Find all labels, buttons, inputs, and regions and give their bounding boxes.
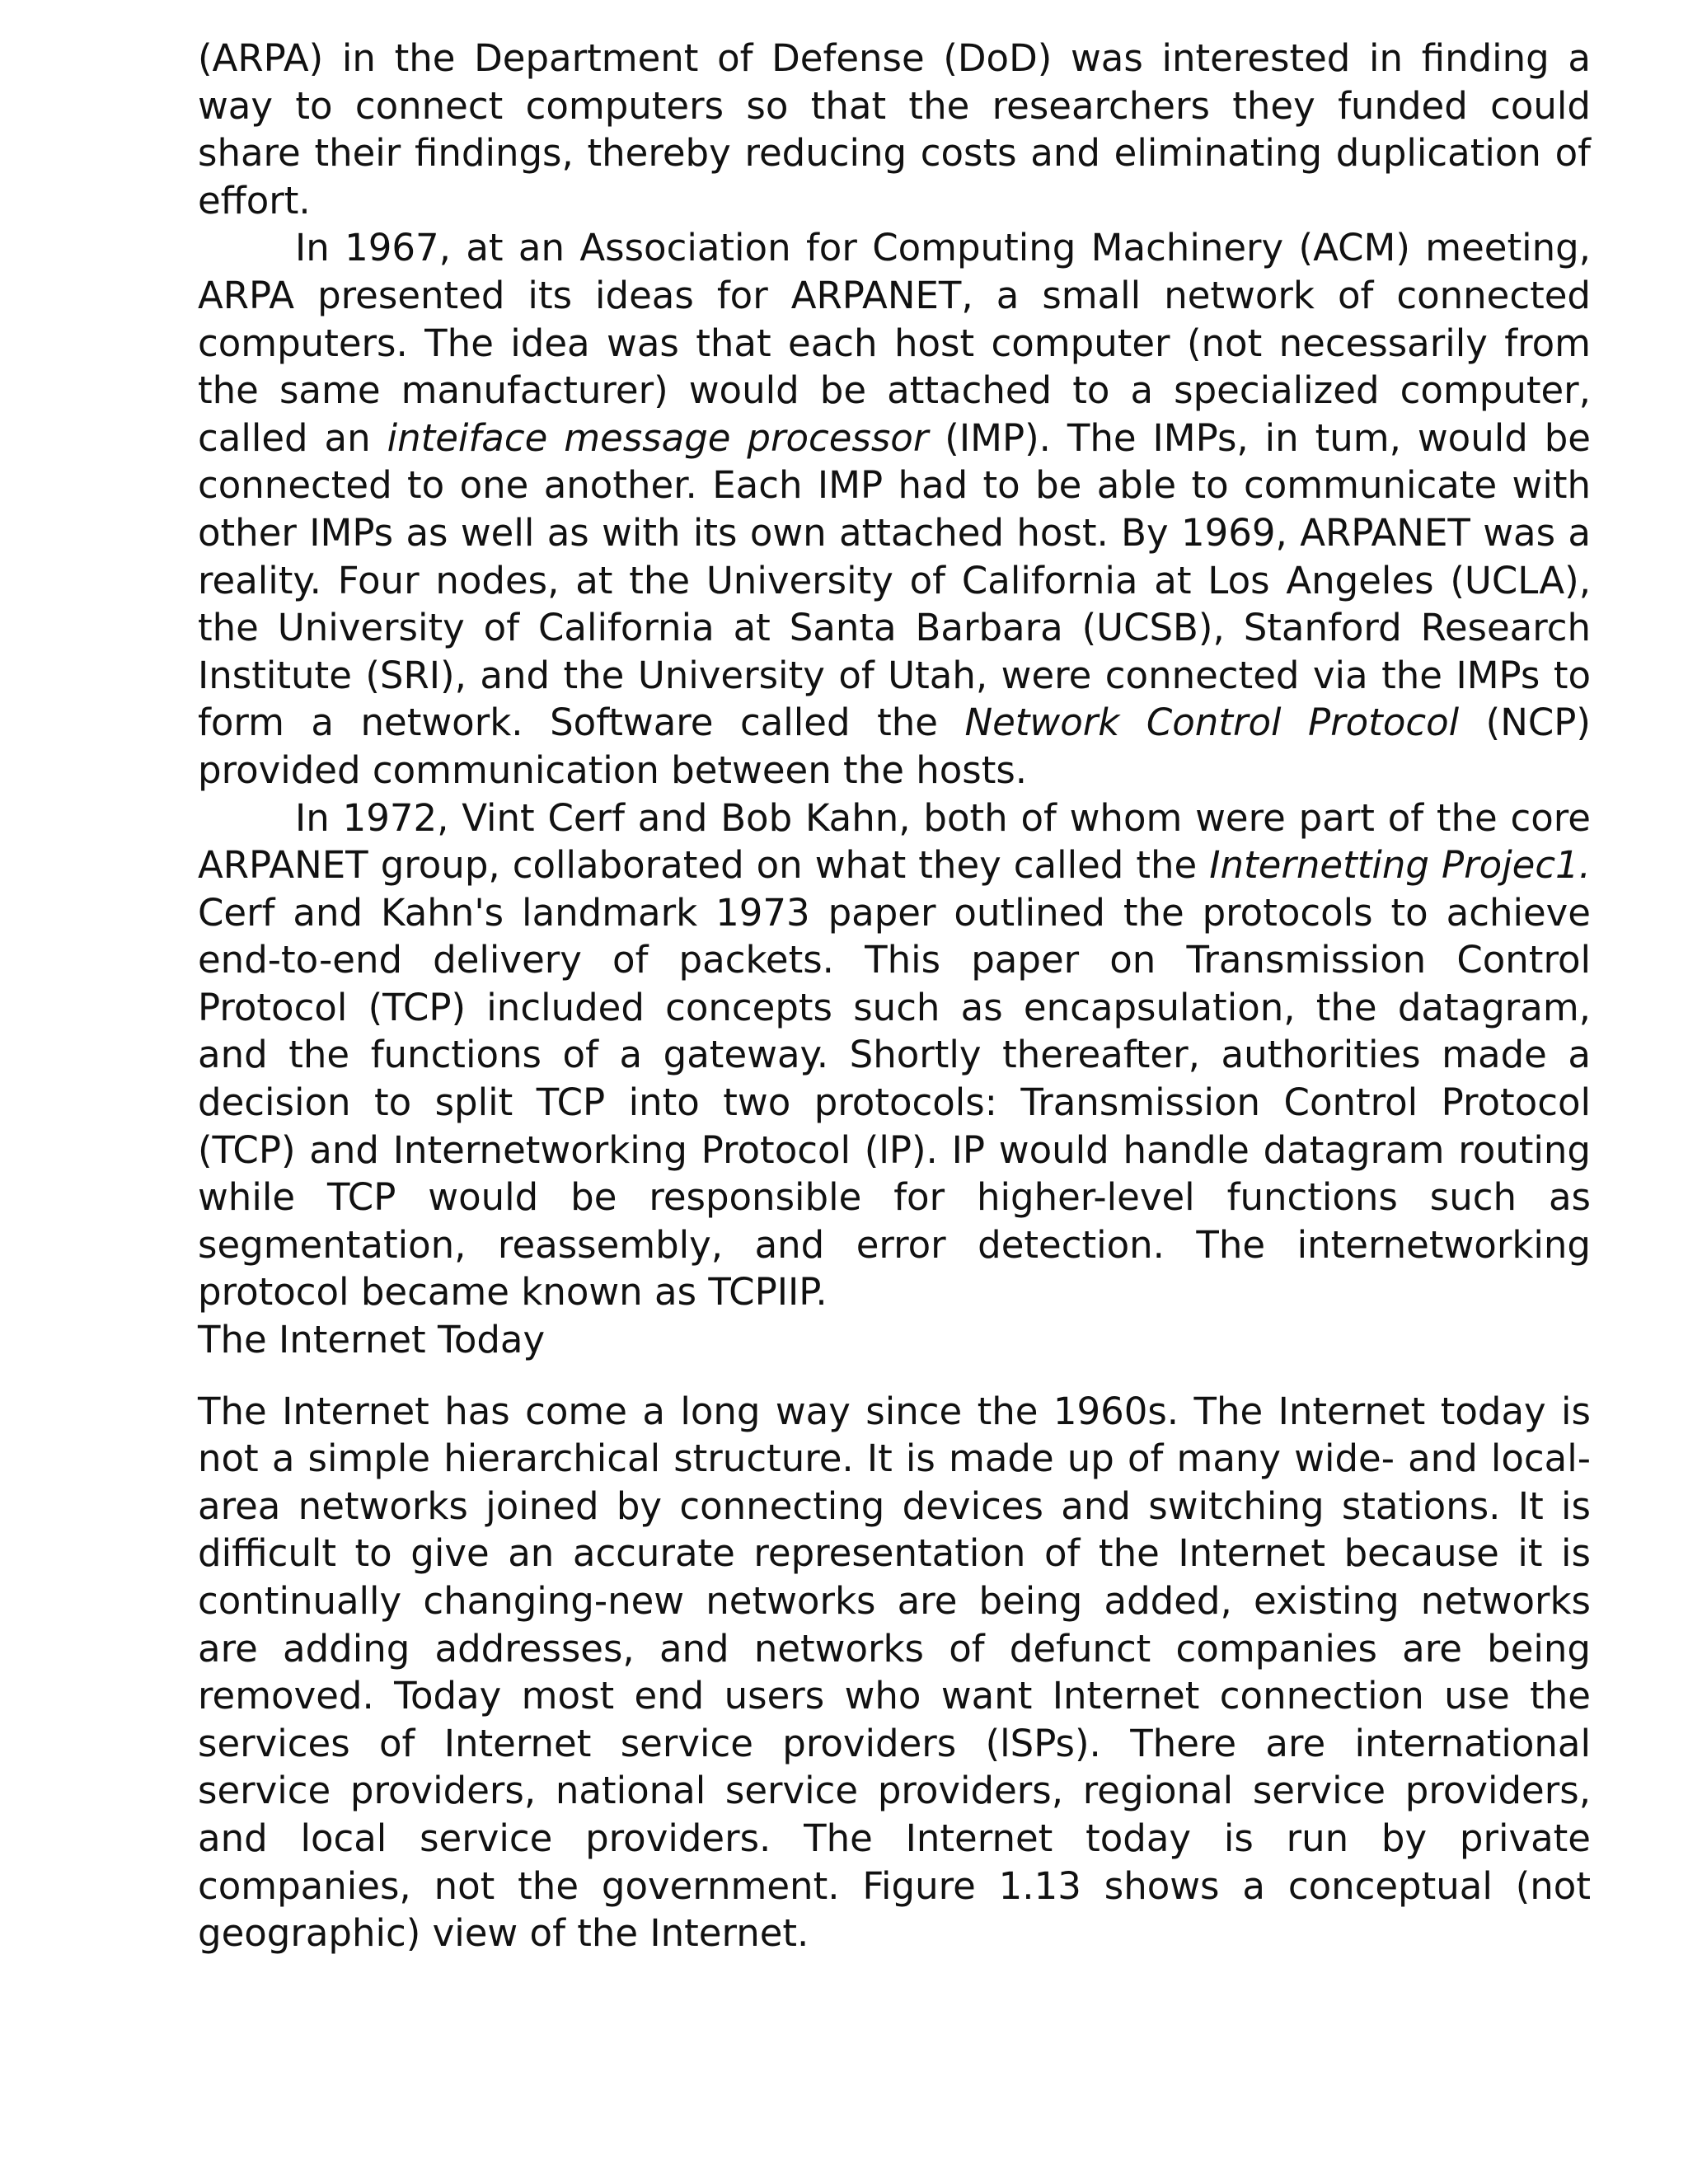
paragraph-text: In 1972, Vint Cerf and Bob Kahn, both of whom were part of the core ARPANET group, collaborated on what they called the [198, 795, 1591, 888]
paragraph-text: (IMP). The IMPs, in tum, would be connected to one another. Each IMP had to be able to communicate with other IMPs as well as with its own attached host. By 1969, ARPANET was a reality. Four nodes, at the University of California at Los Angeles (UCLA), the University of California at Santa Barbara (UCSB), Stanford Research Institute (SRI), and the University of Utah, were connected via the IMPs to form a network. Software called the [198, 415, 1591, 745]
paragraph-arpa-intro: (ARPA) in the Department of Defense (DoD) was interested in finding a way to connect computers so that the researchers they funded could share their findings, thereby reducing costs and eliminating duplication of effort. [198, 36, 1591, 223]
term-ncp: Network Control Protocol [964, 701, 1460, 745]
paragraph-internet-today: The Internet has come a long way since the 1960s. The Internet today is not a simple hierarchical structure. It is made up of many wide- and local-area networks joined by connecting devices and switching stations. It is difficult to give an accurate representation of the Internet because it is continually changing-new networks are being added, existing networks are adding addresses, and networks of defunct companies are being removed. Today most end users who want Internet connection use the services of Internet service providers (lSPs). There are international service providers, national service providers, regional service providers, and local service providers. The Internet today is run by private companies, not the government. Figure 1.13 shows a conceptual (not geographic) view of the Internet. [198, 1389, 1591, 1956]
term-imp: inteiface message processor [387, 415, 929, 460]
paragraph-text: Cerf and Kahn's landmark 1973 paper outlined the protocols to achieve end-to-end delivery of packets. This paper on Transmission Control Protocol (TCP) included concepts such as encapsulation, the datagram, and the functions of a gateway. Shortly thereafter, authorities made a decision to split TCP into two protocols: Transmission Control Protocol (TCP) and Internetworking Protocol (lP). IP would handle datagram routing while TCP would be responsible for higher-level functions such as segmentation, reassembly, and error detection. The internetworking protocol became known as TCPIIP. [198, 890, 1591, 1315]
paragraph-arpanet-1967 [198, 224, 1591, 794]
paragraph-text: (NCP) provided communication between the hosts. [198, 701, 1591, 792]
term-internetting-project: Internetting Projec1. [1209, 843, 1591, 888]
document-page [198, 35, 1591, 1957]
paragraph-tcp-1972 [198, 794, 1591, 1317]
section-heading: The Internet Today [198, 1318, 546, 1362]
paragraph-text: In 1967, at an Association for Computing Machinery (ACM) meeting, ARPA presented its ideas for ARPANET, a small network of connected computers. The idea was that each host computer (not necessarily from the same manufacturer) would be attached to a specialized computer, called an [198, 226, 1591, 460]
